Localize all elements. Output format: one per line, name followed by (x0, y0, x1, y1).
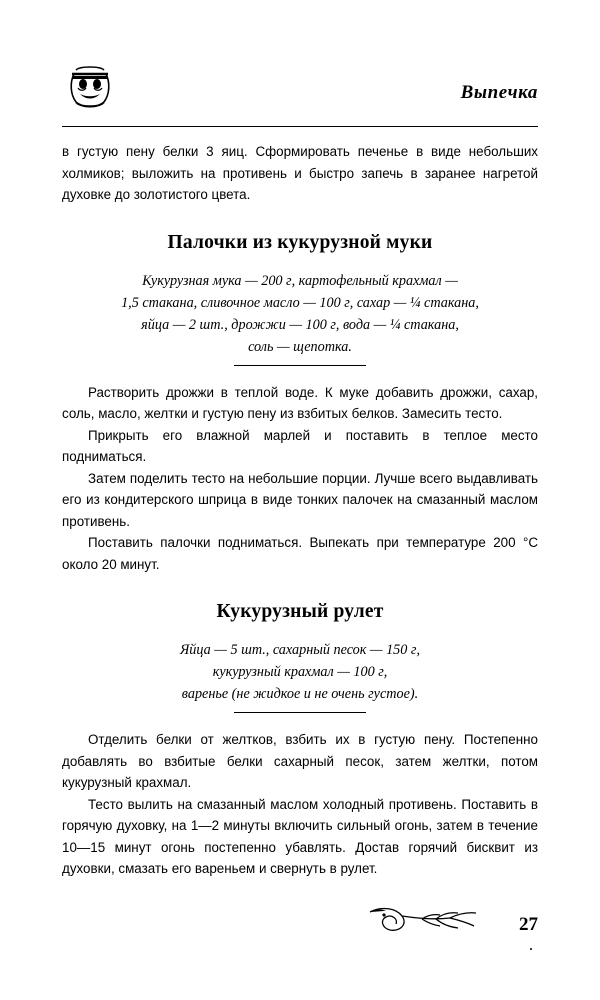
page-title: Выпечка (460, 82, 538, 103)
page-footer (62, 896, 538, 942)
ingredient-line: Яйца — 5 шт., сахарный песок — 150 г, (179, 642, 420, 658)
ingredient-line: кукурузный крахмал — 100 г, (212, 664, 388, 680)
intro-paragraph: в густую пену белки 3 яиц. Сформировать печенье в виде небольших холмиков; выложить на противень и быстро запечь в заранее нагретой духовке до золотистого цвета. (62, 144, 538, 202)
page-content (62, 60, 538, 880)
ingredient-line: 1,5 стакана, сливочное масло — 100 г, сахар — ¼ стакана, (121, 294, 479, 311)
header-divider (62, 126, 538, 127)
ingredients-divider-2 (234, 712, 366, 713)
page-header (62, 60, 538, 122)
ingredient-line: соль — щепотка. (248, 338, 352, 355)
ingredient-line: яйца — 2 шт., дрожжи — 100 г, вода — ¼ стакана, (141, 316, 459, 333)
recipe-title-1: Палочки из кукурузной муки (167, 231, 433, 253)
page-number: 27 (519, 914, 538, 935)
recipe-step: Затем поделить тесто на небольшие порции. Лучше всего выдавливать его из кондитерского шприца в виде тонких палочек на смазанный маслом противень. (62, 470, 538, 529)
ingredients-list-1 (62, 270, 538, 358)
recipe-step: Прикрыть его влажной марлей и поставить в теплое место подниматься. (62, 427, 538, 464)
recipe-title-2: Кукурузный рулет (216, 601, 384, 622)
ingredients-divider-1 (234, 365, 366, 366)
ingredient-line: варенье (не жидкое и не очень густое). (181, 686, 419, 702)
decorative-flourish-icon (366, 904, 486, 938)
recipe-step: Поставить палочки подниматься. Выпекать при температуре 200 °С около 20 минут. (62, 535, 538, 572)
decorative-pot-icon (62, 60, 118, 112)
recipe-step: Растворить дрожжи в теплой воде. К муке добавить дрожжи, сахар, соль, масло, желтки и густую пену из взбитых белков. Замесить тесто. (62, 384, 538, 421)
footer-dot (530, 948, 532, 950)
recipe-step: Отделить белки от желтков, взбить их в густую пену. Постепенно добавлять во взбитые белки сахарный песок, затем желтки, потом кукурузный крахмал. (62, 732, 538, 790)
ingredient-line: Кукурузная мука — 200 г, картофельный крахмал — (142, 272, 458, 289)
recipe-step: Тесто вылить на смазанный маслом холодный противень. Поставить в горячую духовку, на 1—2 минуты включить сильный огонь, затем в течение 10—15 минут огонь постепенно убавлять. Достав горячий бисквит из духовки, смазать его вареньем и свернуть в рулет. (62, 796, 538, 876)
ingredients-list-2 (62, 639, 538, 705)
